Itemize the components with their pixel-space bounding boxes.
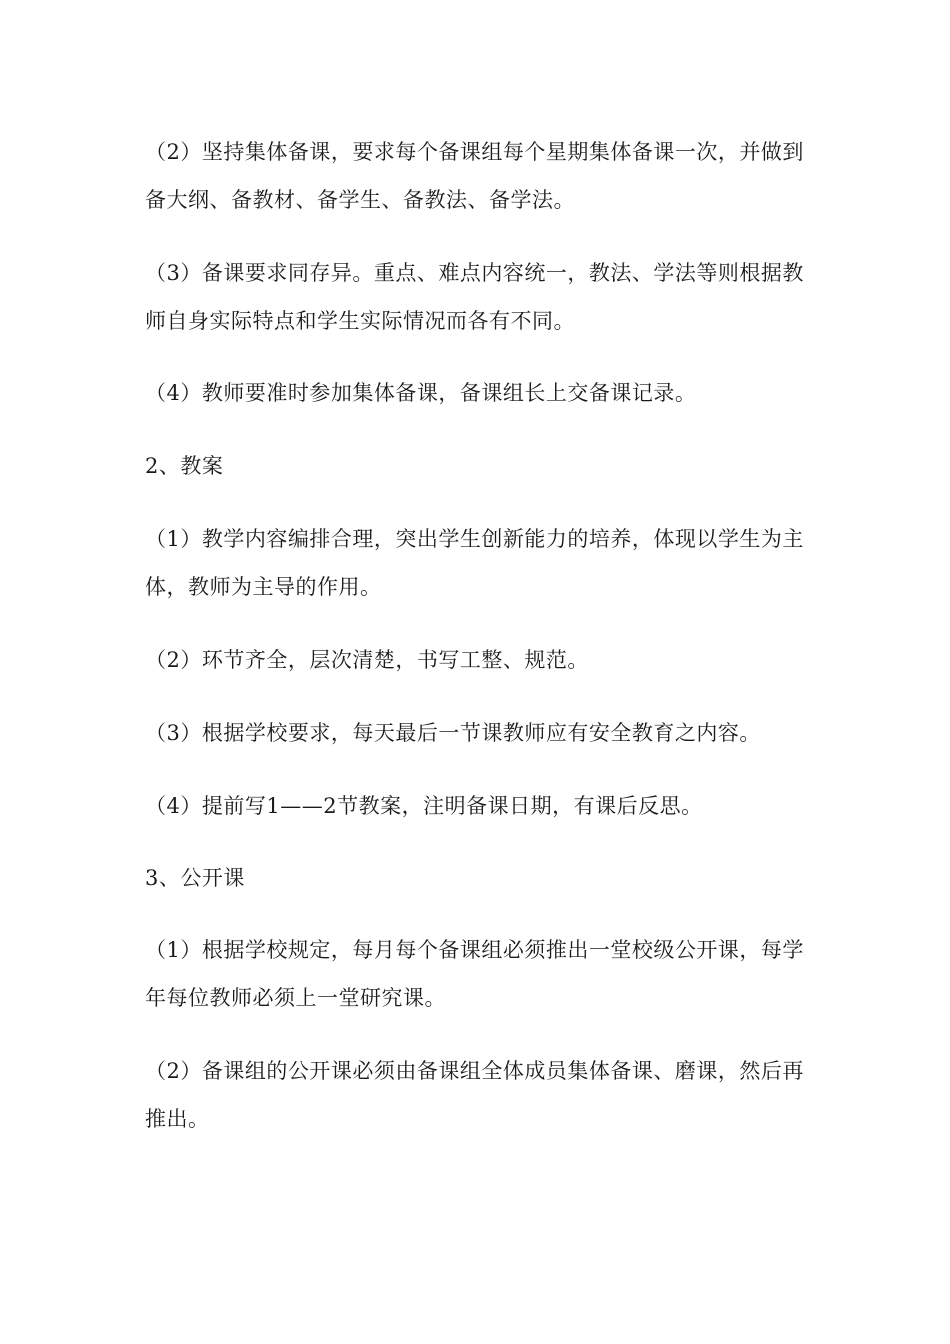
paragraph-structure: （2）环节齐全，层次清楚，书写工整、规范。 — [145, 648, 589, 672]
section-heading-open-class: 3、公开课 — [145, 866, 245, 890]
paragraph-open-class-rule: （1）根据学校规定，每月每个备课组必须推出一堂校级公开课，每学年每位教师必须上一堂研究课。 — [145, 938, 804, 1010]
paragraph-open-class-prep: （2）备课组的公开课必须由备课组全体成员集体备课、磨课，然后再推出。 — [145, 1059, 804, 1131]
paragraph-collective-lesson-prep: （2）坚持集体备课，要求每个备课组每个星期集体备课一次，并做到备大纲、备教材、备学生、备教法、备学法。 — [145, 140, 804, 212]
paragraph-teaching-content: （1）教学内容编排合理，突出学生创新能力的培养，体现以学生为主体，教师为主导的作用。 — [145, 527, 804, 599]
section-heading-lesson-plans: 2、教案 — [145, 454, 224, 478]
paragraph-advance-plans: （4）提前写1——2节教案，注明备课日期，有课后反思。 — [145, 794, 703, 818]
paragraph-attendance: （4）教师要准时参加集体备课，备课组长上交备课记录。 — [145, 381, 697, 405]
paragraph-safety-education: （3）根据学校要求，每天最后一节课教师应有安全教育之内容。 — [145, 721, 761, 745]
paragraph-prep-requirements: （3）备课要求同存异。重点、难点内容统一，教法、学法等则根据教师自身实际特点和学生实际情况而各有不同。 — [145, 261, 804, 333]
